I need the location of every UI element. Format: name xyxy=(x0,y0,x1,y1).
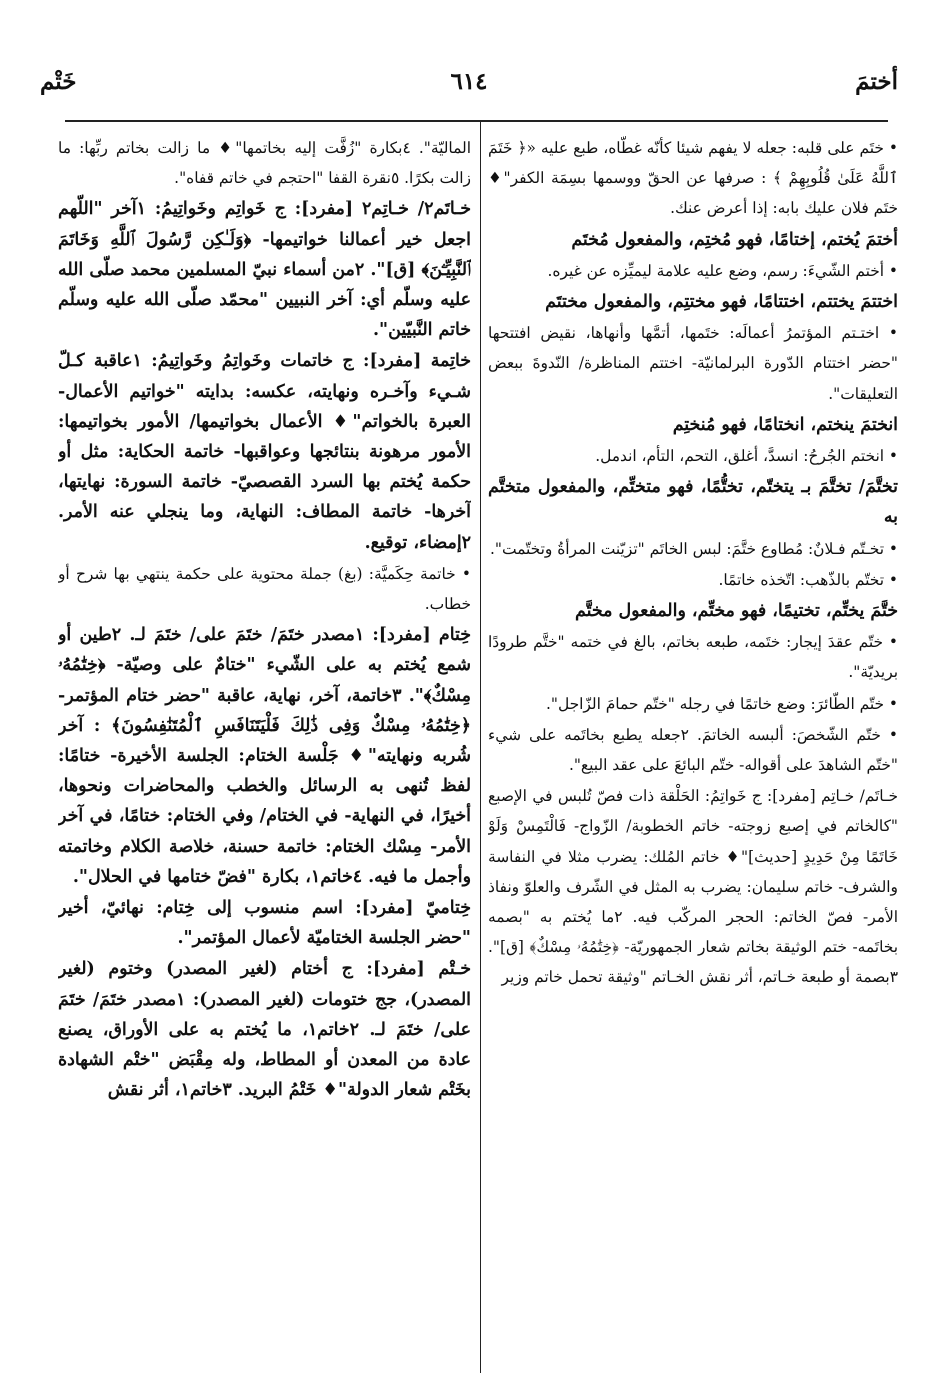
page-header xyxy=(40,68,898,110)
running-head-last-word: خَتْم xyxy=(40,68,77,95)
entry-paragraph: خِتاميّ [مفرد]: اسم منسوب إلى خِتام: نهائيّ، أخير "حضر الجلسة الختاميّة لأعمال المؤتمر". xyxy=(58,898,471,949)
running-head-first-word: أختمَ xyxy=(855,68,898,95)
entry-paragraph: خـاتَم٢/ خـاتِم٢ [مفرد]: ج خَواتِم وخَواتِيمُ: ١آخر "اللّهم اجعل خير أعمالنا خواتيمها- ﴿وَلَـٰكِن رَّسُولَ ٱللَّهِ وَخَاتَمَ ٱلنَّبِيِّـۧنَ﴾ [ق]". ٢من أسماء نبيّ المسلمين محمد صلّى الله عليه وسلّم أي: آخر النبيين "محمّد صلّى الله عليه وسلّم خاتم النَّبيّين". xyxy=(58,199,471,341)
sense-paragraph: الماليّة". ٤بكارة "زُفَّت إليه بخاتمها"♦ ما زالت بخاتم ربِّها: ما زالت بكرًا. ٥نقرة القفا "احتجم في خاتم قفاه". xyxy=(58,139,471,188)
sense-paragraph: • تختّم بالذّهب: اتّخذه خاتمًا. xyxy=(718,570,898,589)
sense-paragraph: • ختّم الشّخصَ: ألبسه الخاتمَ. ٢جعله يطبع بخاتَمه على شيء "ختّم الشاهدَ على أقواله- ختّم البائعَ على عقد البيع". xyxy=(488,725,898,775)
entry-paragraph: خاتِمة [مفرد]: ج خاتمات وخَواتِمُ وخَواتِيمُ: ١عاقبة كـلّ شـيء وآخـره ونهايته، عكسه: بدايته "خواتيم الأعمال- العبرة بالخواتم"♦ الأعمال بخواتيمها/ الأمور بخواتيمها: الأمور مرهونة بنتائجها وعواقبها- خاتمة الحكاية: مثل أو حكمة يُختم بها السرد القصصيّ- خاتمة السورة: نهايتها، آخرها- خاتمة المطاف: النهاية، وما ينجلي عنه الأمر. ٢إمضاء، توقيع. xyxy=(58,351,471,553)
sense-paragraph: • ختَم على قلبه: جعله لا يفهم شيئا كأنّه غطّاه، طبع عليه «﴿ خَتَمَ ٱللَّهُ عَلَىٰ قُلُوبِهِمْ ﴾ : صرفها عن الحقّ ووسمها بسِمَة الكفر"♦ ختَم فلان عليك بابه: إذا أعرض عنك. xyxy=(488,139,898,218)
entry-paragraph: خـتْم [مفرد]: ج أختام (لغير المصدر) وختوم (لغير المصدر)، جج ختومات (لغير المصدر): ١مصدر ختَمَ/ ختَمَ على/ ختَمَ لـ. ٢خاتم١، ما يُختم به على الأوراق، يصنع عادة من المعدن أو المطاط، وله مِقْبَض "ختْم الشهادة بخَتْم شعار الدولة"♦ خَتْمُ البريد. ٣خاتم١، أثر نقش xyxy=(58,959,471,1101)
sense-paragraph: • ختّم عقدَ إيجار: ختَمه، طبعه بخاتم، بالغ في ختمه "ختَّم طرودًا بريديّة". xyxy=(488,633,898,682)
entry-paragraph: تختَّمَ/ تختَّمَ بـ يتختّم، تختُّمًا، فهو متختِّم، والمفعول متختَّم به xyxy=(488,477,898,528)
column-divider xyxy=(480,122,481,1373)
sense-paragraph: • ختّم الطّائرَ: وضع خاتمًا في رجله "ختّم حمامَ الزّاجل". xyxy=(546,694,898,713)
sense-paragraph: • انختم الجُرحُ: انسدَّ، أغلق، التحم، التأم، اندمل. xyxy=(595,447,898,466)
entry-paragraph: انختمَ ينختم، انختامًا، فهو مُنختِم xyxy=(672,414,898,435)
right-column xyxy=(488,133,898,994)
entry-paragraph: ختَّمَ يختِّم، تختيمًا، فهو مختِّم، والمفعول مختَّم xyxy=(575,601,898,622)
sense-paragraph: • خاتمة حِكَميَّة: (بغ) جملة محتوية على حكمة ينتهي بها شرح أو خطاب. xyxy=(58,564,471,614)
entry-paragraph: أختمَ يُختم، إختامًا، فهو مُختِم، والمفعول مُختَم xyxy=(571,229,898,250)
sense-paragraph: • أختم الشّيءَ: رسم، وضع عليه علامة ليميِّزه عن غيره. xyxy=(547,261,898,280)
left-column xyxy=(58,133,471,1107)
page-number: ٦١٤ xyxy=(450,68,488,95)
header-rule xyxy=(65,120,888,122)
entry-paragraph: خِتام [مفرد]: ١مصدر ختَمَ/ ختَمَ على/ ختَمَ لـ. ٢طين أو شمع يُختم به على الشّيء "ختامٌ على وصيّة- ﴿خِتَٰمُهُۥ مِسْكٌ﴾". ٣خاتمة، آخر، نهاية، عاقبة "حضر ختام المؤتمر- ﴿خِتَٰمُهُۥ مِسْكٌ وَفِى ذَٰلِكَ فَلْيَتَنَافَسِ ٱلْمُتَنَٰفِسُونَ﴾ : آخر شُربه ونهايته"♦ جَلْسة الختام: الجلسة الأخيرة- ختامًا: لفظ تُنهى به الرسائل والخطب والمحاضرات ونحوها، أخيرًا، في النهاية- في الختام/ وفي الختام: ختامًا، في آخر الأمر- مِسْك الختام: خاتمة حسنة، خلاصة الكلام وخاتمته وأجمل ما فيه. ٤خاتم١، بكارة "فضّ ختامها في الحلال". xyxy=(58,625,471,887)
entry-paragraph: خـاتَم/ خـاتِم [مفرد]: ج خَواتِمُ: الحَلْقة ذات فصّ تُلبس في الإصبع "كالخاتم في إصبع زوجته- خاتم الخطوبة/ الزّواج- فَالْتَمِسْ وَلَوْ خَاتَمًا مِنْ حَدِيدٍ [حديث]"♦ خاتم المُلك: يضرب مثلا في النفاسة والشرف- خاتم سليمان: يضرب به المثل في الشّرف والعلوّ ونفاذ الأمر- فصّ الخاتم: الحجر المركّب فيه. ٢ما يُختم به "بصمه بخاتَمه- ختم الوثيقة بخاتم شعار الجمهوريّة- ﴿خِتَٰمُهُۥ مِسْكٌ﴾ [ق]". ٣بصمة أو طبعة خـاتم، أثر نقش الخـاتم "وثيقة تحمل خاتم وزير xyxy=(488,787,898,987)
sense-paragraph: • تخـتّم فـلانٌ: مُطاوع ختَّمَ: لبس الخاتَم "تزيّنت المرأةُ وتختّمت". xyxy=(490,539,898,558)
entry-paragraph: اختتمَ يختتم، اختتامًا، فهو مختتِم، والمفعول مختتَم xyxy=(545,292,898,313)
sense-paragraph: • اختـتم المؤتمرُ أعمالَه: ختَمها، أتمَّها وأنهاها، نقيض افتتحها "حضر اختتام الدّورة البرلمانيّة- اختتم المناظرة/ النّدوةَ ببعض التعليقات". xyxy=(488,324,898,403)
